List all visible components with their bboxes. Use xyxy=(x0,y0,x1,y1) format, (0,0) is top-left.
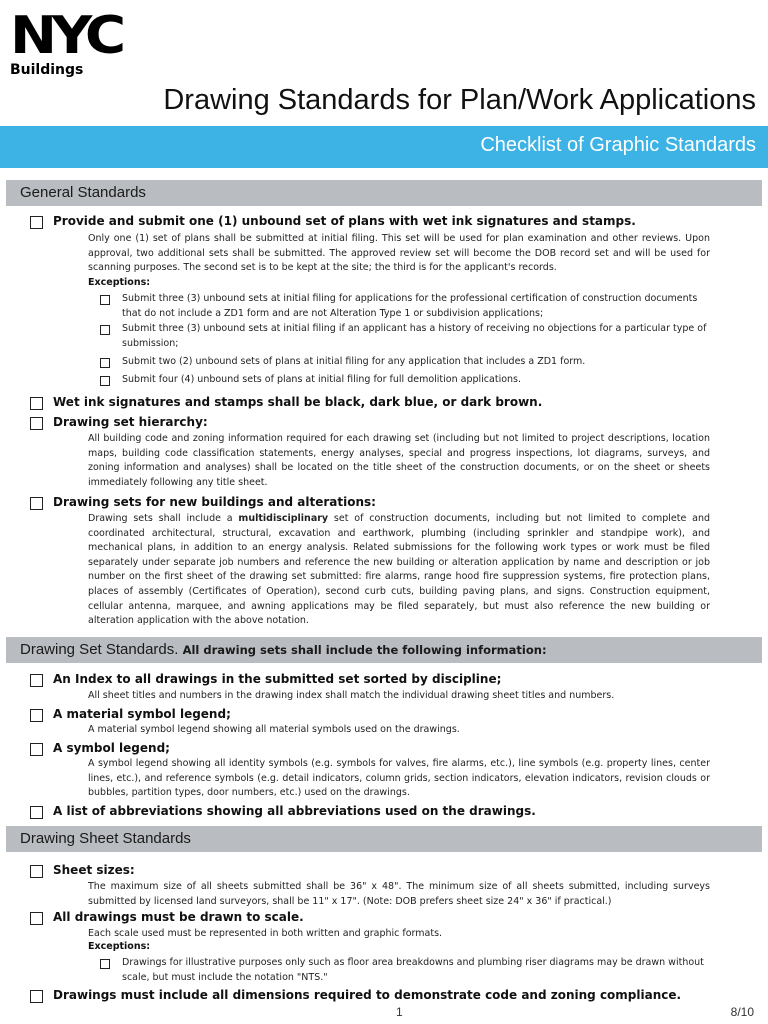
checklist-banner xyxy=(0,126,768,168)
checkbox[interactable] xyxy=(30,709,43,722)
item-description: Only one (1) set of plans shall be submitted at initial filing. This set will be used for plan examination and other reviews. Upon approval, two additional sets shall be submitted. The approved review set will become the DOB record set and will be used for scanning purposes. The second set is to be kept at the site; the third is for the applicant's records. xyxy=(88,233,710,274)
logo-subtitle: Buildings xyxy=(10,62,84,78)
checkbox[interactable] xyxy=(30,912,43,925)
banner-title: Checklist of Graphic Standards xyxy=(480,134,756,156)
checkbox[interactable] xyxy=(100,959,110,969)
item-description: Drawing sets shall include a multidisciplinary set of construction documents, including but not limited to complete and coordinated architectural, structural, excavation and earthwork, plumbing (including sprinkler and standpipe work), and mechanical plans, in addition to an energy analysis. Related submissions for the following work types or work must be filed separately under separate job numbers and reference the new building or alteration application by name and description or job number on the first sheet of the drawing set submitted: fire alarms, range hood fire suppression systems, fire protection plans, places of assembly (Certificates of Operation), second curb cuts, building paving plans, and signs. Construction equipment, cellular antenna, marquee, and awning applications may be filed separately, but must also reference the new building or alteration application with the above notation. xyxy=(88,513,710,627)
revision-date: 8/10 xyxy=(730,1005,754,1019)
checkbox[interactable] xyxy=(100,376,110,386)
exception-text: Submit two (2) unbound sets of plans at initial filing for any application that includes a ZD1 form. xyxy=(122,356,586,367)
item-description: All sheet titles and numbers in the drawing index shall match the individual drawing sheet titles and numbers. xyxy=(88,690,615,701)
item-title: A list of abbreviations showing all abbreviations used on the drawings. xyxy=(53,804,536,818)
item-title: A material symbol legend; xyxy=(53,707,231,721)
item-description: The maximum size of all sheets submitted shall be 36" x 48". The minimum size of all sheets submitted, including surveys submitted by licensed land surveyors, shall be 11" x 17". (Note: DOB prefers sheet size 24" x 36" if practical.) xyxy=(88,881,710,907)
item-title: An Index to all drawings in the submitted set sorted by discipline; xyxy=(53,672,502,686)
checkbox[interactable] xyxy=(100,295,110,305)
item-title: Provide and submit one (1) unbound set of plans with wet ink signatures and stamps. xyxy=(53,214,636,228)
checkbox[interactable] xyxy=(30,397,43,410)
checkbox[interactable] xyxy=(30,990,43,1003)
nyc-buildings-logo xyxy=(10,8,155,80)
checkbox[interactable] xyxy=(30,865,43,878)
checkbox[interactable] xyxy=(100,358,110,368)
item-title: Drawing set hierarchy: xyxy=(53,415,208,429)
page-title: Drawing Standards for Plan/Work Applications xyxy=(163,84,756,116)
checkbox[interactable] xyxy=(30,743,43,756)
item-title: Drawing sets for new buildings and alterations: xyxy=(53,495,376,509)
item-description: Each scale used must be represented in both written and graphic formats. xyxy=(88,928,443,939)
item-title: Wet ink signatures and stamps shall be black, dark blue, or dark brown. xyxy=(53,395,543,409)
section-header-general xyxy=(6,180,762,206)
section-title: Drawing Set Standards. All drawing sets shall include the following information: xyxy=(20,641,547,658)
item-description: A symbol legend showing all identity symbols (e.g. symbols for valves, fire alarms, etc.), line symbols (e.g. property lines, center lines, etc.), and reference symbols (e.g. detail indicators, column grids, section indicators, elevation indicators, revision clouds or bubbles, partition types, door numbers, etc.) used on the drawings. xyxy=(88,758,710,799)
item-description: A material symbol legend showing all material symbols used on the drawings. xyxy=(88,724,460,735)
item-title: Drawings must include all dimensions required to demonstrate code and zoning compliance. xyxy=(53,988,682,1002)
item-description: All building code and zoning information required for each drawing set (including but not limited to project descriptions, location maps, building code classification statements, energy analyses, special and progress inspections, lot diagrams, surveys, and zoning information and analyses) shall be located on the title sheet of the construction documents, or on the sheet or sheets immediately following any title sheet. xyxy=(88,433,710,488)
item-title: A symbol legend; xyxy=(53,741,170,755)
section-title: General Standards xyxy=(20,184,146,201)
checkbox[interactable] xyxy=(30,417,43,430)
checkbox[interactable] xyxy=(30,806,43,819)
exception-text: Submit four (4) unbound sets of plans at initial filing for full demolition applications. xyxy=(122,374,522,385)
section-title: Drawing Sheet Standards xyxy=(20,830,191,847)
exception-text: Drawings for illustrative purposes only such as floor area breakdowns and plumbing riser diagrams may be drawn without scale, but must include the notation "NTS." xyxy=(122,957,704,983)
exceptions-label: Exceptions: xyxy=(88,941,151,952)
exception-text: Submit three (3) unbound sets at initial filing if an applicant has a history of receiving no objections for a particular type of submission; xyxy=(122,323,707,349)
item-title: All drawings must be drawn to scale. xyxy=(53,910,304,924)
item-title: Sheet sizes: xyxy=(53,863,135,877)
section-header-drawing-set xyxy=(6,637,762,663)
checkbox[interactable] xyxy=(100,325,110,335)
checkbox[interactable] xyxy=(30,216,43,229)
section-header-drawing-sheet xyxy=(6,826,762,852)
checkbox[interactable] xyxy=(30,497,43,510)
exception-text: Submit three (3) unbound sets at initial filing for applications for the professional certification of construction documents that do not include a ZD1 form and are not Alteration Type 1 or subdivision applications; xyxy=(122,293,698,319)
checkbox[interactable] xyxy=(30,674,43,687)
logo-mark: NYC xyxy=(10,6,121,66)
page-number: 1 xyxy=(396,1005,403,1019)
exceptions-label: Exceptions: xyxy=(88,277,151,288)
